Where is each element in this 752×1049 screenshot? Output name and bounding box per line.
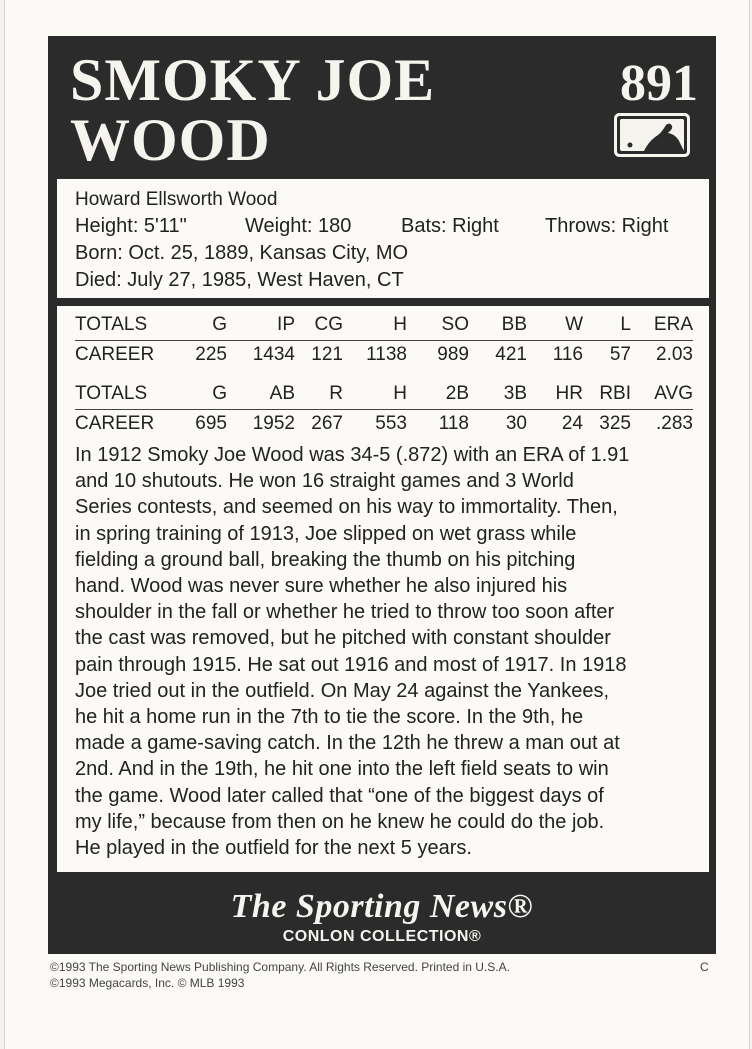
story-line: Series contests, and seemed on his way to immortality. Then, [75, 496, 618, 519]
player-name-line2: WOOD [70, 107, 271, 173]
stat-header: IP [277, 314, 295, 335]
stat-header: ERA [653, 314, 693, 335]
stat-header: TOTALS [75, 383, 148, 404]
stat-header: H [393, 314, 407, 335]
stat-header: 3B [503, 383, 527, 404]
stat-value: 118 [438, 413, 469, 434]
story-line: hand. Wood was never sure whether he also injured his [75, 575, 568, 598]
stat-header: G [212, 383, 227, 404]
stat-header: H [393, 383, 407, 404]
stat-header: W [565, 314, 583, 335]
story-line: and 10 shutouts. He won 16 straight games and 3 World [75, 470, 574, 493]
conlon-collection: CONLON COLLECTION® [282, 928, 482, 945]
stat-value: .283 [656, 413, 693, 434]
mlb-logo-icon [614, 113, 690, 157]
career-story [75, 442, 695, 861]
stat-header: AB [269, 383, 295, 404]
player-name [70, 47, 436, 173]
card-number: 891 [620, 55, 698, 112]
full-name: Howard Ellsworth Wood [75, 189, 278, 210]
stat-value: CAREER [75, 344, 155, 365]
stat-value: CAREER [75, 413, 155, 434]
copyright-line-1: ©1993 The Sporting News Publishing Company. All Rights Reserved. Printed in U.S.A. [50, 960, 510, 974]
story-line: made a game-saving catch. In the 12th he threw a man out at [75, 732, 620, 755]
player-name-line1: SMOKY JOE [70, 47, 436, 113]
story-line: the game. Wood later called that “one of the biggest days of [75, 784, 604, 807]
sporting-news-logo: The Sporting News® [230, 888, 534, 925]
stats-and-story-panel [57, 306, 709, 872]
bio-panel [57, 179, 709, 298]
stat-value: 325 [599, 413, 631, 434]
story-line: he hit a home run in the 7th to tie the score. In the 9th, he [75, 706, 584, 729]
weight: Weight: 180 [245, 215, 352, 237]
story-line: fielding a ground ball, breaking the thumb on his pitching [75, 548, 576, 571]
story-line: He played in the outfield for the next 5 years. [75, 837, 472, 860]
stat-value: 24 [561, 413, 583, 434]
height: Height: 5'11" [75, 215, 187, 237]
batting-header-row [75, 383, 693, 410]
stat-value: 1952 [252, 413, 295, 434]
stat-value: 695 [195, 413, 227, 434]
stat-header: SO [441, 314, 469, 335]
stat-header: CG [314, 314, 343, 335]
story-line: In 1912 Smoky Joe Wood was 34-5 (.872) with an ERA of 1.91 [75, 444, 630, 466]
bats: Bats: Right [401, 215, 499, 237]
stat-value: 989 [437, 344, 469, 365]
throws: Throws: Right [545, 215, 669, 237]
print-code: C [700, 960, 709, 974]
story-line: 2nd. And in the 19th, he hit one into the left field seats to win [75, 758, 609, 781]
story-line: in spring training of 1913, Joe slipped on wet grass while [75, 522, 577, 545]
stat-header: G [212, 314, 227, 335]
stat-header: AVG [654, 383, 693, 404]
stat-value: 116 [552, 344, 583, 365]
story-line: my life,” because from then on he knew he could do the job. [75, 810, 605, 833]
stat-value: 2.03 [656, 344, 693, 365]
story-line: shoulder in the fall or whether he tried to throw too soon after [75, 601, 615, 624]
pitching-header-row [75, 314, 693, 341]
stat-value: 57 [609, 344, 631, 365]
copyright-line-2: ©1993 Megacards, Inc. © MLB 1993 [50, 976, 245, 990]
batting-career-row [75, 413, 693, 439]
stat-value: 30 [505, 413, 527, 434]
stat-value: 225 [195, 344, 227, 365]
story-line: the cast was removed, but he pitched with constant shoulder [75, 627, 611, 650]
stat-value: 267 [311, 413, 343, 434]
stat-value: 553 [375, 413, 407, 434]
brand-footer [48, 872, 716, 954]
stat-header: TOTALS [75, 314, 148, 335]
stat-header: BB [501, 314, 527, 335]
stat-header: HR [555, 383, 583, 404]
stat-header: 2B [445, 383, 469, 404]
stat-value: 421 [495, 344, 527, 365]
story-line: pain through 1915. He sat out 1916 and most of 1917. In 1918 [75, 653, 627, 676]
stat-value: 1434 [252, 344, 295, 365]
pitching-career-row [75, 344, 693, 370]
stat-value: 1138 [366, 344, 407, 365]
born: Born: Oct. 25, 1889, Kansas City, MO [75, 242, 409, 264]
stat-header: R [329, 383, 343, 404]
story-line: Joe tried out in the outfield. On May 24 against the Yankees, [75, 679, 610, 702]
stat-header: RBI [599, 383, 631, 404]
stat-value: 121 [311, 344, 343, 365]
stat-header: L [620, 314, 631, 335]
died: Died: July 27, 1985, West Haven, CT [75, 269, 404, 291]
